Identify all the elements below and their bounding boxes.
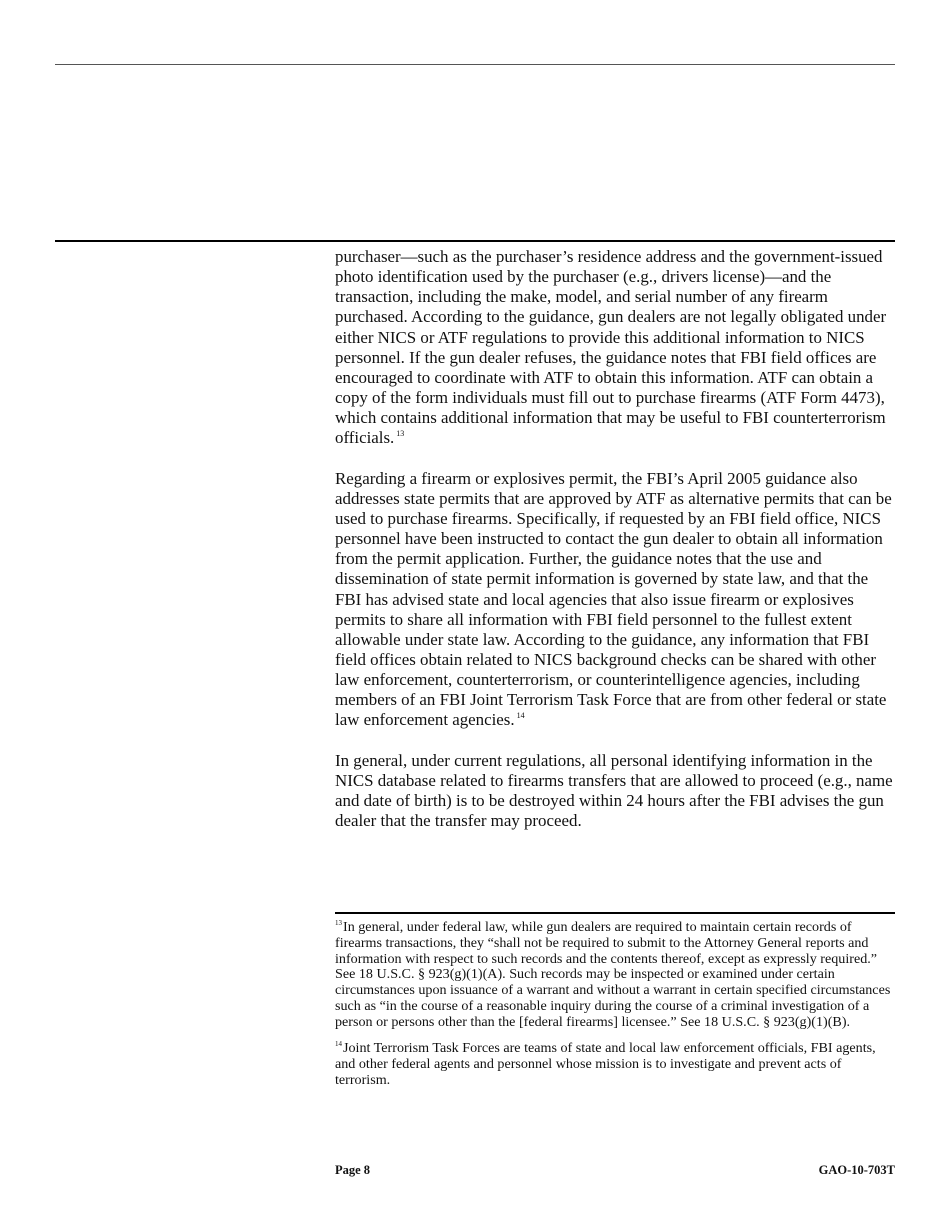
footnotes (335, 920, 895, 1100)
page-number: Page 8 (335, 1163, 371, 1177)
paragraph-1: purchaser—such as the purchaser’s residence address and the government-issued photo identification used by the purchaser (e.g., drivers license)—and the transaction, including the make, model, and serial number of any firearm purchased. According to the guidance, gun dealers are not legally obligated under either NICS or ATF regulations to provide this additional information to NICS personnel. If the gun dealer refuses, the guidance notes that FBI field offices are encouraged to coordinate with ATF to obtain this information. ATF can obtain a copy of the form individuals must fill out to purchase firearms (ATF Form 4473), which contains additional information that may be useful to FBI counterterrorism officials. $^{13}$ (335, 247, 887, 448)
paragraph-2: Regarding a firearm or explosives permit, the FBI’s April 2005 guidance also addresses state permits that are approved by ATF as alternative permits that can be used to purchase firearms. Specifically, if requested by an FBI field office, NICS personnel have been instructed to contact the gun dealer to obtain all information from the permit application. Further, the guidance notes that the use and dissemination of state permit information is governed by state law, and that the FBI has advised state and local agencies that also issue firearm or explosives permits to share all information with FBI field personnel to the fullest extent allowable under state law. According to the guidance, any information that FBI field offices obtain related to NICS background checks can be shared with other law enforcement, counterterrorism, or counterintelligence agencies, including members of an FBI Joint Terrorism Task Force that are from other federal or state law enforcement agencies. $^{14}$ (335, 468, 892, 730)
footnote-number: 14 (335, 1040, 342, 1049)
section-rule (55, 240, 895, 242)
report-number: GAO-10-703T (818, 1163, 895, 1177)
body-text (335, 247, 895, 851)
page-footer (335, 1163, 895, 1178)
footnote-13: $^{13}$In general, under federal law, while gun dealers are required to maintain certain records of firearms transactions, they “shall not be required to submit to the Attorney General reports and information with respect to such records and the contents thereof, except as expressly required.” See 18 U.S.C. § 923(g)(1)(A). Such records may be inspected or examined under certain circumstances upon issuance of a warrant and without a warrant in certain specified circumstances such as “in the course of a reasonable inquiry during the course of a criminal investigation of a person or persons other than the [federal firearms] licensee.” See 18 U.S.C. § 923(g)(1)(B). (335, 919, 891, 1030)
paragraph-3: In general, under current regulations, all personal identifying information in the NICS database related to firearms transfers that are allowed to proceed (e.g., name and date of birth) is to be destroyed within 24 hours after the FBI advises the gun dealer that the transfer may proceed. (335, 750, 893, 831)
footnote-ref-13[interactable]: 13 (396, 429, 405, 439)
footnote-14: $^{14}$Joint Terrorism Task Forces are teams of state and local law enforcement officials, FBI agents, and other federal agents and personnel whose mission is to investigate and prevent acts of terrorism. (335, 1040, 876, 1088)
header-rule (55, 64, 895, 65)
footnote-number: 13 (335, 919, 342, 927)
footnote-rule (335, 912, 895, 914)
footnote-ref-14[interactable]: 14 (516, 711, 525, 721)
